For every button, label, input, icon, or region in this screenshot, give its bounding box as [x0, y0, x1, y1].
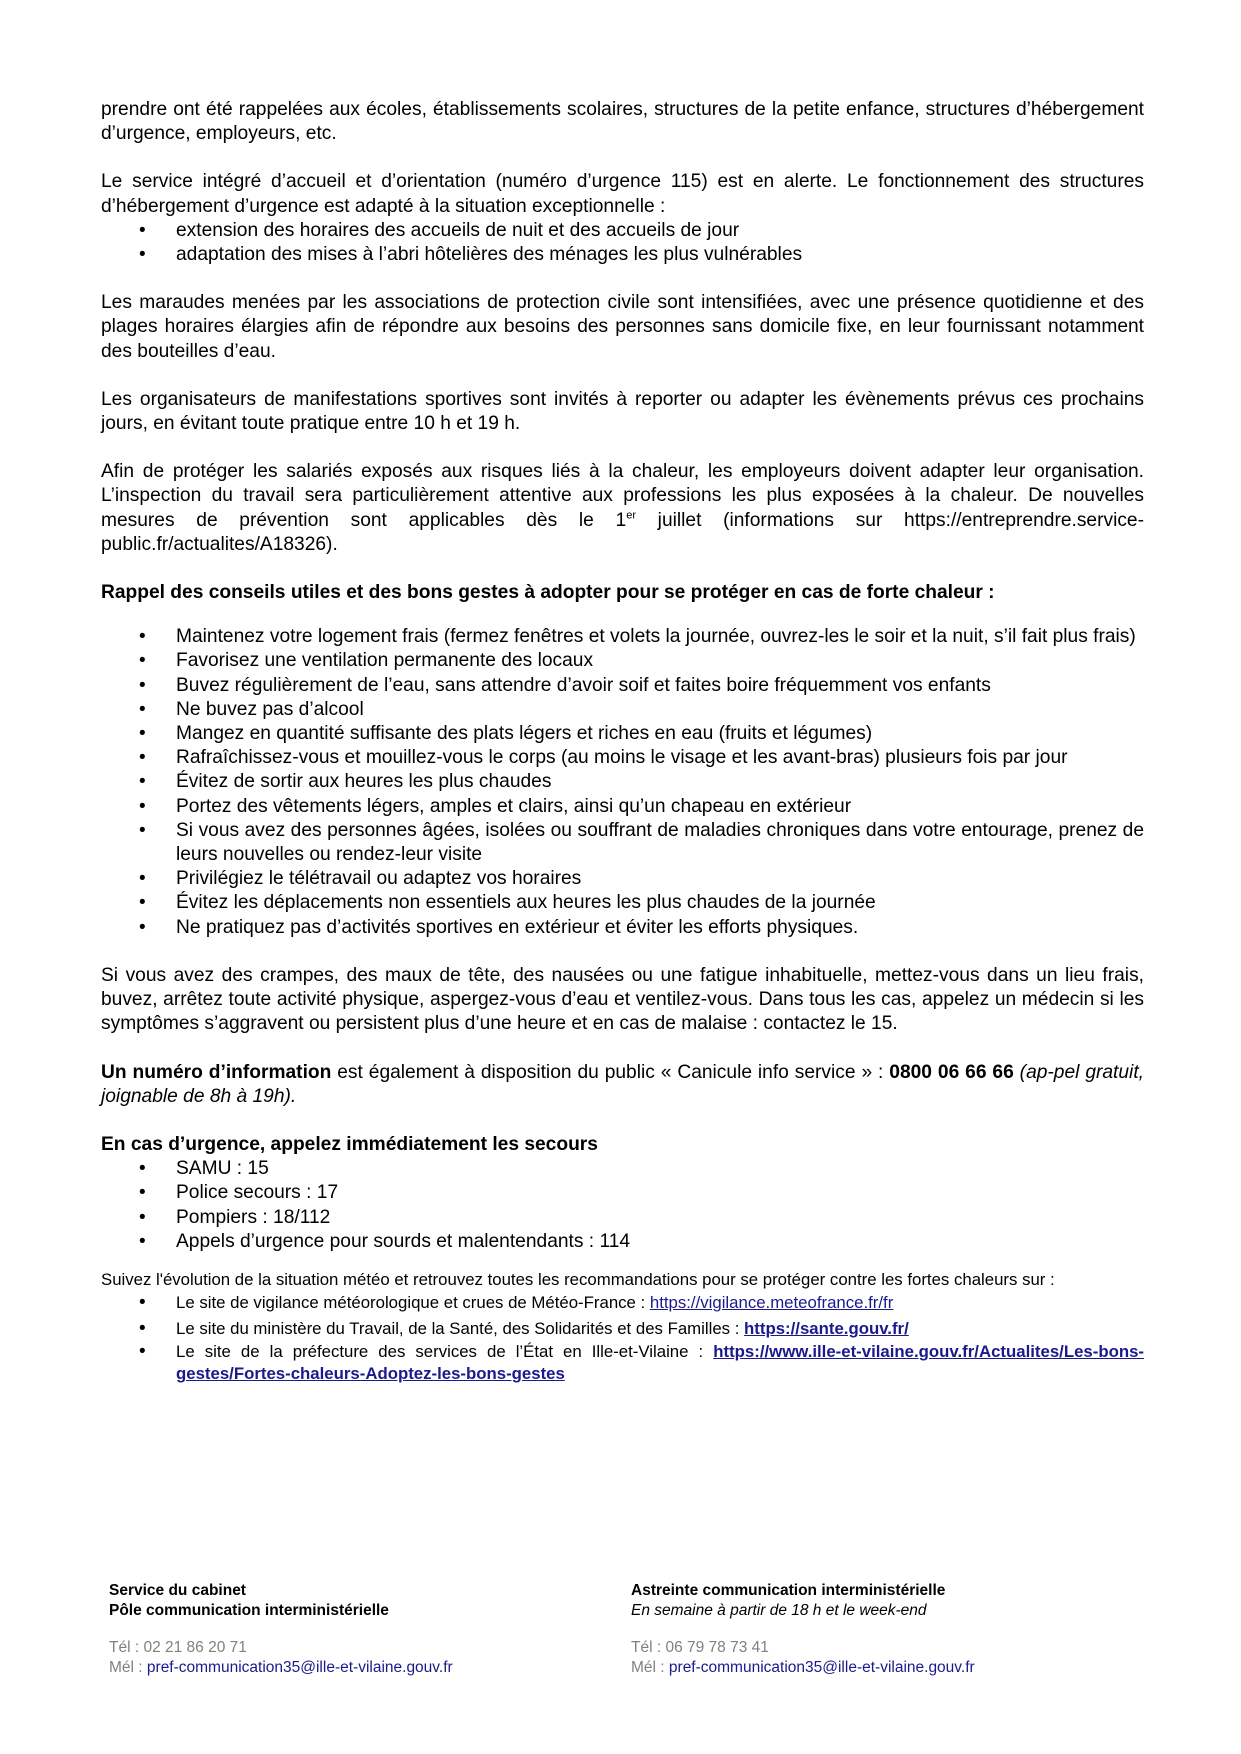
- info-number-paragraph: Un numéro d’information est également à disposition du public « Canicule info service » : 0800 06 66 66 (ap-pel gratuit, joignable de 8h à 19h).: [101, 1061, 1144, 1107]
- list-item: • Le site du ministère du Travail, de la Santé, des Solidarités et des Familles : https://sante.gouv.fr/: [101, 1316, 1144, 1342]
- list-item: • Évitez de sortir aux heures les plus chaudes: [101, 770, 1144, 794]
- list-item: • Ne buvez pas d’alcool: [101, 698, 1144, 722]
- footer-tel: Tél : 06 79 78 73 41: [631, 1639, 769, 1656]
- prefecture-link[interactable]: https://www.ille-et-vilaine.gouv.fr/Actualites/Les-bons-gestes/Fortes-chaleurs-Adoptez-les-bons-gestes: [176, 1342, 1144, 1384]
- sante-link[interactable]: https://sante.gouv.fr/: [744, 1318, 909, 1338]
- list-item: • Buvez régulièrement de l’eau, sans attendre d’avoir soif et faites boire fréquemment vos enfants: [101, 674, 1144, 698]
- list-item: • adaptation des mises à l’abri hôtelières des ménages les plus vulnérables: [101, 243, 1144, 267]
- intro-fragment: prendre ont été rappelées aux écoles, établissements scolaires, structures de la petite enfance, structures d’hébergement d’urgence, employeurs, etc.: [101, 99, 1144, 145]
- list-item: • Ne pratiquez pas d’activités sportives en extérieur et éviter les efforts physiques.: [101, 916, 1144, 940]
- footer-astreinte: Astreinte communication interministérielle: [631, 1582, 946, 1599]
- footer-tel: Tél : 02 21 86 20 71: [109, 1639, 247, 1656]
- list-item: • Portez des vêtements légers, amples et clairs, ainsi qu’un chapeau en extérieur: [101, 795, 1144, 819]
- urgence-heading: En cas d’urgence, appelez immédiatement les secours: [101, 1133, 598, 1155]
- list-item: • Maintenez votre logement frais (fermez fenêtres et volets la journée, ouvrez-les le soir et la nuit, s’il fait plus frais): [101, 625, 1144, 649]
- symptomes-paragraph: Si vous avez des crampes, des maux de tête, des nausées ou une fatigue inhabituelle, mettez-vous dans un lieu frais, buvez, arrêtez toute activité physique, aspergez-vous d’eau et ventilez-vous. Dans tous les cas, appelez un médecin si les symptômes s’aggravent ou persistent plus d’une heure et en cas de malaise : contactez le 15.: [101, 964, 1144, 1035]
- maraudes-paragraph: Les maraudes menées par les associations de protection civile sont intensifiées, avec une présence quotidienne et des plages horaires élargies afin de répondre aux besoins des personnes sans domicile fixe, en leur fournissant notamment des bouteilles d’eau.: [101, 292, 1144, 362]
- list-item: • Police secours : 17: [101, 1181, 1144, 1205]
- meteofrance-link[interactable]: https://vigilance.meteofrance.fr/fr: [649, 1293, 894, 1313]
- list-item: • Favorisez une ventilation permanente des locaux: [101, 649, 1144, 673]
- footer-pole: Pôle communication interministérielle: [109, 1601, 389, 1619]
- rappel-heading: Rappel des conseils utiles et des bons gestes à adopter pour se protéger en cas de forte chaleur :: [101, 582, 995, 604]
- footer-service: Service du cabinet: [109, 1582, 246, 1599]
- footer-horaires: En semaine à partir de 18 h et le week-end: [631, 1601, 927, 1619]
- superscript: er: [626, 509, 636, 522]
- conseils-list: [101, 625, 1144, 940]
- sport-paragraph: Les organisateurs de manifestations sportives sont invités à reporter ou adapter les évènements prévus ces prochains jours, en évitant toute pratique entre 10 h et 19 h.: [101, 388, 1144, 435]
- list-item: • Pompiers : 18/112: [101, 1206, 1144, 1230]
- list-item: • Rafraîchissez-vous et mouillez-vous le corps (au moins le visage et les avant-bras) plusieurs fois par jour: [101, 746, 1144, 770]
- footer-mel: Mél : pref-communication35@ille-et-vilaine.gouv.fr: [631, 1658, 975, 1676]
- footer-left: [109, 1581, 453, 1677]
- list-item: • Privilégiez le télétravail ou adaptez vos horaires: [101, 867, 1144, 891]
- salaries-paragraph: Afin de protéger les salariés exposés aux risques liés à la chaleur, les employeurs doivent adapter leur organisation. L’inspection du travail sera particulièrement attentive aux professions les plus exposées à la chaleur. De nouvelles mesures de prévention sont applicables dès le 1er juillet (informations sur https://entreprendre.service-public.fr/actualites/A18326).: [101, 461, 1144, 555]
- footer-email-link[interactable]: pref-communication35@ille-et-vilaine.gouv.fr: [146, 1658, 453, 1676]
- sites-list: [101, 1290, 1144, 1385]
- list-item: • Si vous avez des personnes âgées, isolées ou souffrant de maladies chroniques dans votre entourage, prenez de leurs nouvelles ou rendez-leur visite: [101, 819, 1144, 867]
- footer-right: [631, 1581, 975, 1677]
- siao-list: [101, 219, 1144, 267]
- list-item: • Évitez les déplacements non essentiels aux heures les plus chaudes de la journée: [101, 891, 1144, 915]
- footer-email-link[interactable]: pref-communication35@ille-et-vilaine.gouv.fr: [668, 1658, 975, 1676]
- list-item: • Appels d’urgence pour sourds et malentendants : 114: [101, 1230, 1144, 1254]
- urgence-list: [101, 1157, 1144, 1254]
- list-item: • Mangez en quantité suffisante des plats légers et riches en eau (fruits et légumes): [101, 722, 1144, 746]
- list-item: • Le site de vigilance météorologique et crues de Météo-France : https://vigilance.meteofrance.fr/fr: [101, 1290, 1144, 1316]
- list-item: • Le site de la préfecture des services de l’État en Ille-et-Vilaine : https://www.ille-et-vilaine.gouv.fr/Actualites/Les-bons-gestes/Fortes-chaleurs-Adoptez-les-bons-gestes: [101, 1341, 1144, 1385]
- list-item: • SAMU : 15: [101, 1157, 1144, 1181]
- siao-paragraph: Le service intégré d’accueil et d’orientation (numéro d’urgence 115) est en alerte. Le fonctionnement des structures d’hébergement d’urgence est adapté à la situation exceptionnelle :: [101, 171, 1144, 217]
- footer-mel: Mél : pref-communication35@ille-et-vilaine.gouv.fr: [109, 1658, 453, 1676]
- list-item: • extension des horaires des accueils de nuit et des accueils de jour: [101, 219, 1144, 243]
- info-phone-number: 0800 06 66 66: [889, 1061, 1014, 1083]
- document-body: [101, 98, 1144, 1385]
- suivez-paragraph: Suivez l'évolution de la situation météo et retrouvez toutes les recommandations pour se protéger contre les fortes chaleurs sur :: [101, 1269, 1055, 1289]
